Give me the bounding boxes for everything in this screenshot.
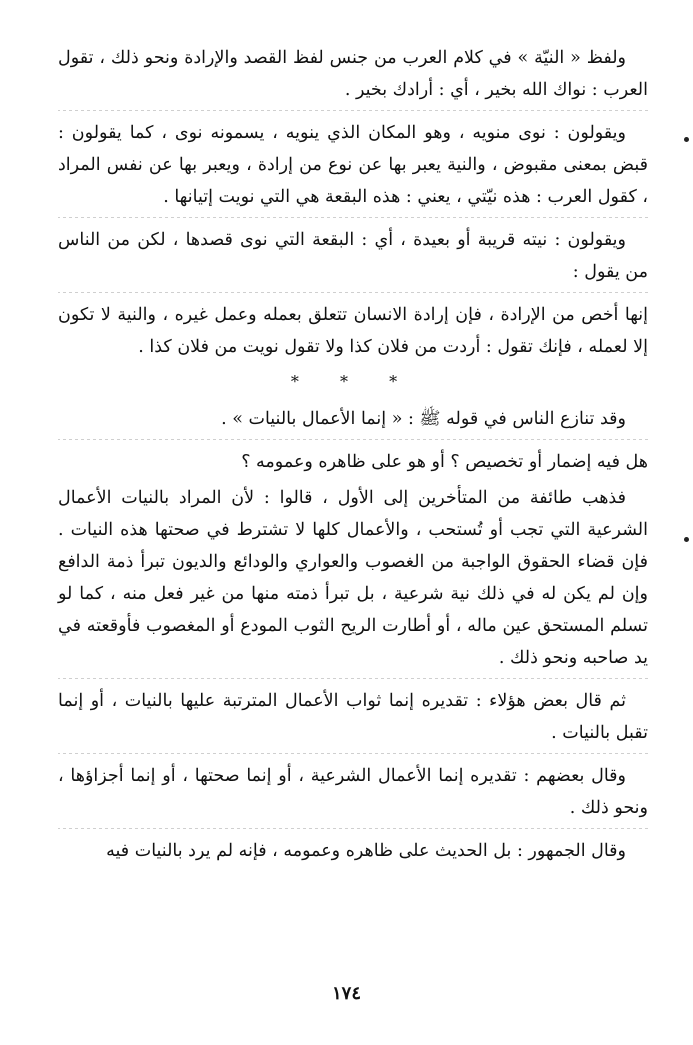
paragraph-niyya-usage: ويقولون : نوى منويه ، وهو المكان الذي ينويه ، يسمونه نوى ، كما يقولون : قبض بمعنى مقبوض ، والنية يعبر بها عن نوع من إرادة ، ويعبر بها عن نفس المراد ، كقول العرب : هذه نيّتي ، يعني : هذه البقعة هي التي نويت إتيانها .	[58, 123, 648, 207]
paragraph-third-opinion: وقال بعضهم : تقديره إنما الأعمال الشرعية ، أو إنما صحتها ، أو إنما أجزاؤها ، ونحو ذلك .	[58, 766, 648, 818]
section-separator: * * *	[290, 372, 416, 391]
paragraph-divider	[58, 439, 648, 440]
margin-mark	[684, 537, 689, 542]
paragraph-divider	[58, 110, 648, 111]
paragraph-divider	[58, 828, 648, 829]
paragraph-divider	[58, 753, 648, 754]
page-number: ١٧٤	[331, 983, 361, 1004]
paragraph-majority-opinion: وقال الجمهور : بل الحديث على ظاهره وعمومه ، فإنه لم يرد بالنيات فيه	[106, 841, 626, 861]
paragraph-first-opinion: فذهب طائفة من المتأخرين إلى الأول ، قالوا : لأن المراد بالنيات الأعمال الشرعية التي تجب أو تُستحب ، والأعمال كلها لا تشترط في صحتها هذه النيات . فإن قضاء الحقوق الواجبة من الغصوب والعواري والودائع والديون تبرأ ذمة الدافع وإن لم يكن له في ذلك نية شرعية ، بل تبرأ ذمته منها من غير فعل منه ، كما لو تسلم المستحق عين ماله ، أو أطارت الريح الثوب المودع أو المغصوب فأوقعته في يد صاحبه ونحو ذلك .	[58, 488, 648, 668]
paragraph-hadith-dispute: وقد تنازع الناس في قوله ﷺ : « إنما الأعمال بالنيات » .	[221, 409, 626, 429]
paragraph-niyya-specific: إنها أخص من الإرادة ، فإن إرادة الانسان تتعلق بعمله وعمل غيره ، والنية لا تكون إلا لعمله ، فإنك تقول : أردت من فلان كذا ولا تقول نويت من فلان كذا .	[58, 305, 648, 357]
paragraph-divider	[58, 678, 648, 679]
paragraph-second-opinion: ثم قال بعض هؤلاء : تقديره إنما ثواب الأعمال المترتبة عليها بالنيات ، أو إنما تقبل بالنيات .	[58, 691, 648, 743]
paragraph-divider	[58, 292, 648, 293]
paragraph-niyya-distance: ويقولون : نيته قريبة أو بعيدة ، أي : البقعة التي نوى قصدها ، لكن من الناس من يقول :	[58, 230, 648, 282]
paragraph-hadith-question: هل فيه إضمار أو تخصيص ؟ أو هو على ظاهره وعمومه ؟	[241, 452, 648, 472]
page-body	[58, 42, 648, 871]
paragraph-divider	[58, 217, 648, 218]
paragraph-niyya-definition: ولفظ « النيّة » في كلام العرب من جنس لفظ القصد والإرادة ونحو ذلك ، تقول العرب : نواك الله بخير ، أي : أرادك بخير .	[58, 48, 648, 100]
margin-mark	[684, 137, 689, 142]
